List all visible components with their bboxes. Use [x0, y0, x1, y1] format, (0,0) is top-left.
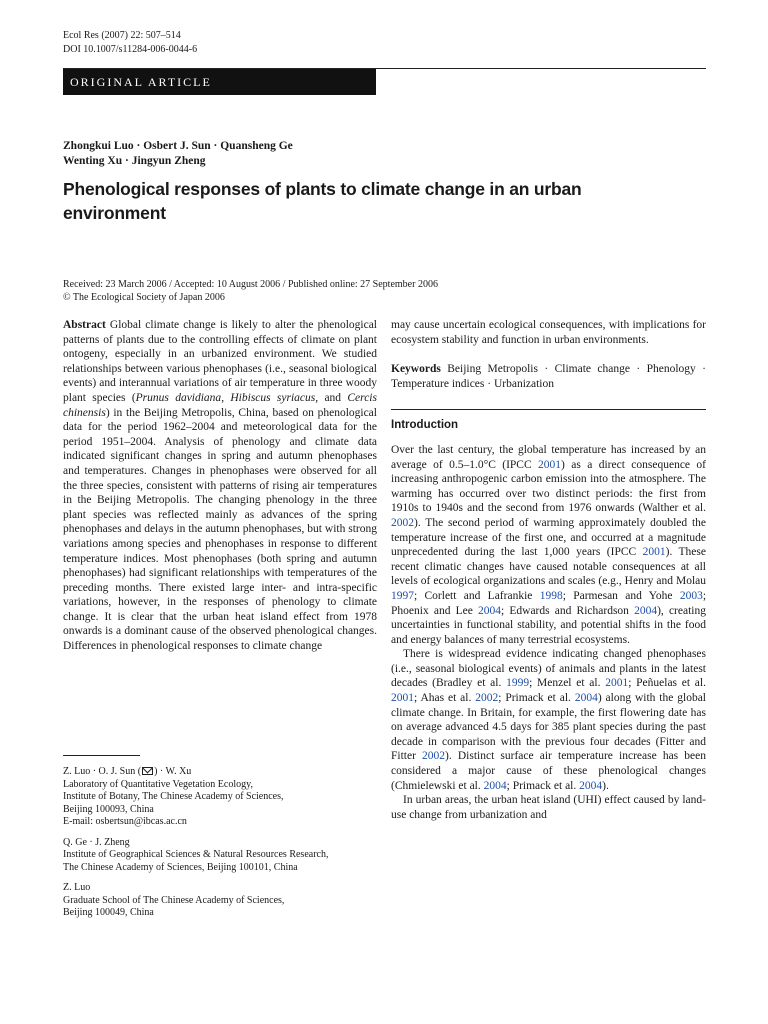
journal-citation: Ecol Res (2007) 22: 507–514 — [63, 30, 181, 41]
introduction-heading: Introduction — [391, 419, 459, 432]
abstract-text-2: ) in the Beijing Metropolis, China, based on phenological data for the period 1962–2004 and meteorological data for the period 1951–2004. Analysis of phenology and climate data indicated significant changes in spring and autumn phenophases and temperatures. Changes in phenophases were observed for all the three species, consistent with patterns of rising air temperatures in the Beijing Metropolis. The changing phenology in the three plant species was reflected mainly as advances of the spring phenophases and delays in the autumn phenophases, but with strong variations among species and phenophases in response to different temperature indices. Most phenophases (both spring and autumn phenophases) had significant relationships with temperatures of the preceding months. There existed large inter- and intra-specific variations, however, in the responses of phenology to climate change. It is clear that the urban heat island effect from 1978 onwards is a dominant cause of the observed phenological changes. Differences in phenological responses to climate change — [63, 406, 377, 653]
text-run: ; Ahas et al. — [414, 692, 476, 705]
reference-link[interactable]: 2003 — [679, 589, 703, 602]
affiliation-line: The Chinese Academy of Sciences, Beijing 100101, China — [63, 861, 298, 873]
affiliation-rule — [63, 755, 140, 756]
reference-link[interactable]: 2002 — [391, 516, 414, 529]
text-run: ) along with the global climate change. In Britain, for example, the first flowering date has on average advanced 4.5 days for 385 plant species during the past decade in comparison with the previous four decades (Fitter and Fitter — [391, 692, 706, 763]
text-run: ; Phoenix and Lee — [391, 589, 707, 617]
envelope-icon — [142, 767, 153, 775]
keywords — [391, 362, 706, 391]
publication-dates — [63, 278, 438, 304]
right-column — [391, 318, 706, 822]
abstract — [63, 318, 377, 654]
reference-link[interactable]: 1997 — [391, 589, 414, 602]
doi: DOI 10.1007/s11284-006-0044-6 — [63, 44, 198, 55]
reference-link[interactable]: 2004 — [579, 779, 603, 792]
author-line-2: Wenting Xu · Jingyun Zheng — [63, 155, 206, 167]
affiliation-line: Graduate School of The Chinese Academy of Sciences, — [63, 894, 285, 906]
reference-link[interactable]: 2002 — [475, 692, 499, 705]
affiliation-line: Institute of Geographical Sciences & Natural Resources Research, — [63, 849, 329, 860]
text-run: ), creating uncertainties in functional stability, and potential shifts in the food and energy balances of many terrestrial ecosystems. — [391, 604, 706, 646]
affiliation-group-3 — [63, 882, 383, 920]
species-2: Hibiscus syriacus — [230, 391, 316, 404]
reference-link[interactable]: 2004 — [478, 604, 502, 617]
affiliations — [63, 766, 383, 928]
affiliation-line: Beijing 100049, China — [63, 907, 154, 918]
paper-title: Phenological responses of plants to climate change in an urban environment — [63, 179, 582, 223]
species-3: Cercis chinensis — [63, 391, 377, 419]
text-run: ). Distinct surface air temperature increase has been considered a major cause of these phenological changes (Chmielewski et al. — [391, 750, 706, 792]
intro-paragraph-3: In urban areas, the urban heat island (UHI) effect caused by land-use change from urbanization and — [391, 794, 706, 821]
abstract-label: Abstract — [63, 319, 106, 331]
keywords-label: Keywords — [391, 363, 441, 376]
affil-authors-b: ) · W. Xu — [154, 766, 192, 777]
abstract-continuation: may cause uncertain ecological consequences, with implications for ecosystem stability and function in urban environments. — [391, 319, 706, 346]
reference-link[interactable]: 2004 — [574, 692, 598, 705]
reference-link[interactable]: 2004 — [483, 779, 507, 792]
text-run: ; Primack et al. — [498, 692, 575, 705]
affiliation-authors-2: Q. Ge · J. Zheng — [63, 836, 130, 848]
reference-link[interactable]: 1998 — [539, 589, 563, 602]
intro-paragraph-1 — [391, 443, 706, 647]
text-run: There is widespread evidence indicating changed phenophases (i.e., seasonal biological events) of animals and plants in the latest decades (Bradley et al. — [391, 648, 706, 690]
text-run: ; Parmesan and Yohe — [562, 589, 680, 602]
reference-link[interactable]: 2004 — [634, 604, 658, 617]
keywords-text: Beijing Metropolis · Climate change · Phenology · Temperature indices · Urbanization — [391, 363, 706, 390]
reference-link[interactable]: 2001 — [538, 458, 562, 471]
affiliation-line: Beijing 100093, China — [63, 803, 154, 815]
text-run: Over the last century, the global temperature has increased by an average of 0.5–1.0°C (IPCC — [391, 443, 706, 471]
author-list — [63, 139, 293, 169]
abstract-sep-2: , and — [315, 391, 348, 404]
journal-header — [63, 29, 197, 57]
history-dates: Received: 23 March 2006 / Accepted: 10 August 2006 / Published online: 27 September 2006 — [63, 279, 438, 290]
text-run: ; Menzel et al. — [529, 677, 606, 690]
affil-authors-a: Z. Luo · O. J. Sun ( — [63, 766, 142, 777]
text-run: ). The second period of warming approximately doubled the temperature increase of the first one, and occurred at a magnitude unprecedented during the last 1,000 years (IPCC — [391, 516, 706, 559]
abstract-sep-1: , — [221, 391, 231, 404]
affiliation-authors-1 — [63, 766, 383, 779]
reference-link[interactable]: 2001 — [642, 546, 666, 559]
left-column — [63, 318, 377, 654]
reference-link[interactable]: 1999 — [506, 677, 530, 690]
affiliation-group-1 — [63, 766, 383, 829]
introduction-body — [391, 443, 706, 822]
email: E-mail: osbertsun@ibcas.ac.cn — [63, 816, 187, 827]
affiliation-line: Institute of Botany, The Chinese Academy of Sciences, — [63, 791, 284, 802]
species-1: Prunus davidiana — [135, 391, 222, 404]
text-run: ). These recent climatic changes have caused notable consequences at all levels of ecological organizations and scales (e.g., Henry and Molau — [391, 546, 706, 588]
text-run: ; Edwards and Richardson — [501, 604, 635, 617]
abstract-text-1: Global climate change is likely to alter the phenological patterns of plants due to the controlling effects of climate on plant ontogeny, especially in an urbanized environment. We studied relationships between various phenophases (i.e., seasonal biological events) and interannual variations of air temperature in three woody plant species ( — [63, 319, 377, 404]
reference-link[interactable]: 2001 — [605, 677, 629, 690]
copyright: © The Ecological Society of Japan 2006 — [63, 292, 225, 303]
reference-link[interactable]: 2001 — [391, 692, 414, 705]
section-rule — [391, 409, 706, 410]
reference-link[interactable]: 2002 — [422, 750, 446, 763]
affiliation-authors-3: Z. Luo — [63, 882, 91, 893]
text-run: ). — [602, 779, 609, 792]
text-run: ; Corlett and Lafrankie — [414, 589, 540, 602]
article-type-banner: ORIGINAL ARTICLE — [63, 69, 376, 95]
text-run: ) as a direct consequence of increasing anthropogenic carbon emission into the atmosphere. The warming has occurred over two distinct periods: the first from 1910s to 1940s and the second from 1976 onwards (Walther et al. — [391, 458, 706, 515]
affiliation-line: Laboratory of Quantitative Vegetation Ecology, — [63, 778, 253, 790]
affiliation-group-2 — [63, 837, 383, 875]
intro-paragraph-2 — [391, 647, 706, 793]
text-run: ; Peñuelas et al. — [628, 677, 706, 690]
text-run: ; Primack et al. — [506, 779, 580, 792]
author-line-1: Zhongkui Luo · Osbert J. Sun · Quansheng Ge — [63, 140, 293, 152]
